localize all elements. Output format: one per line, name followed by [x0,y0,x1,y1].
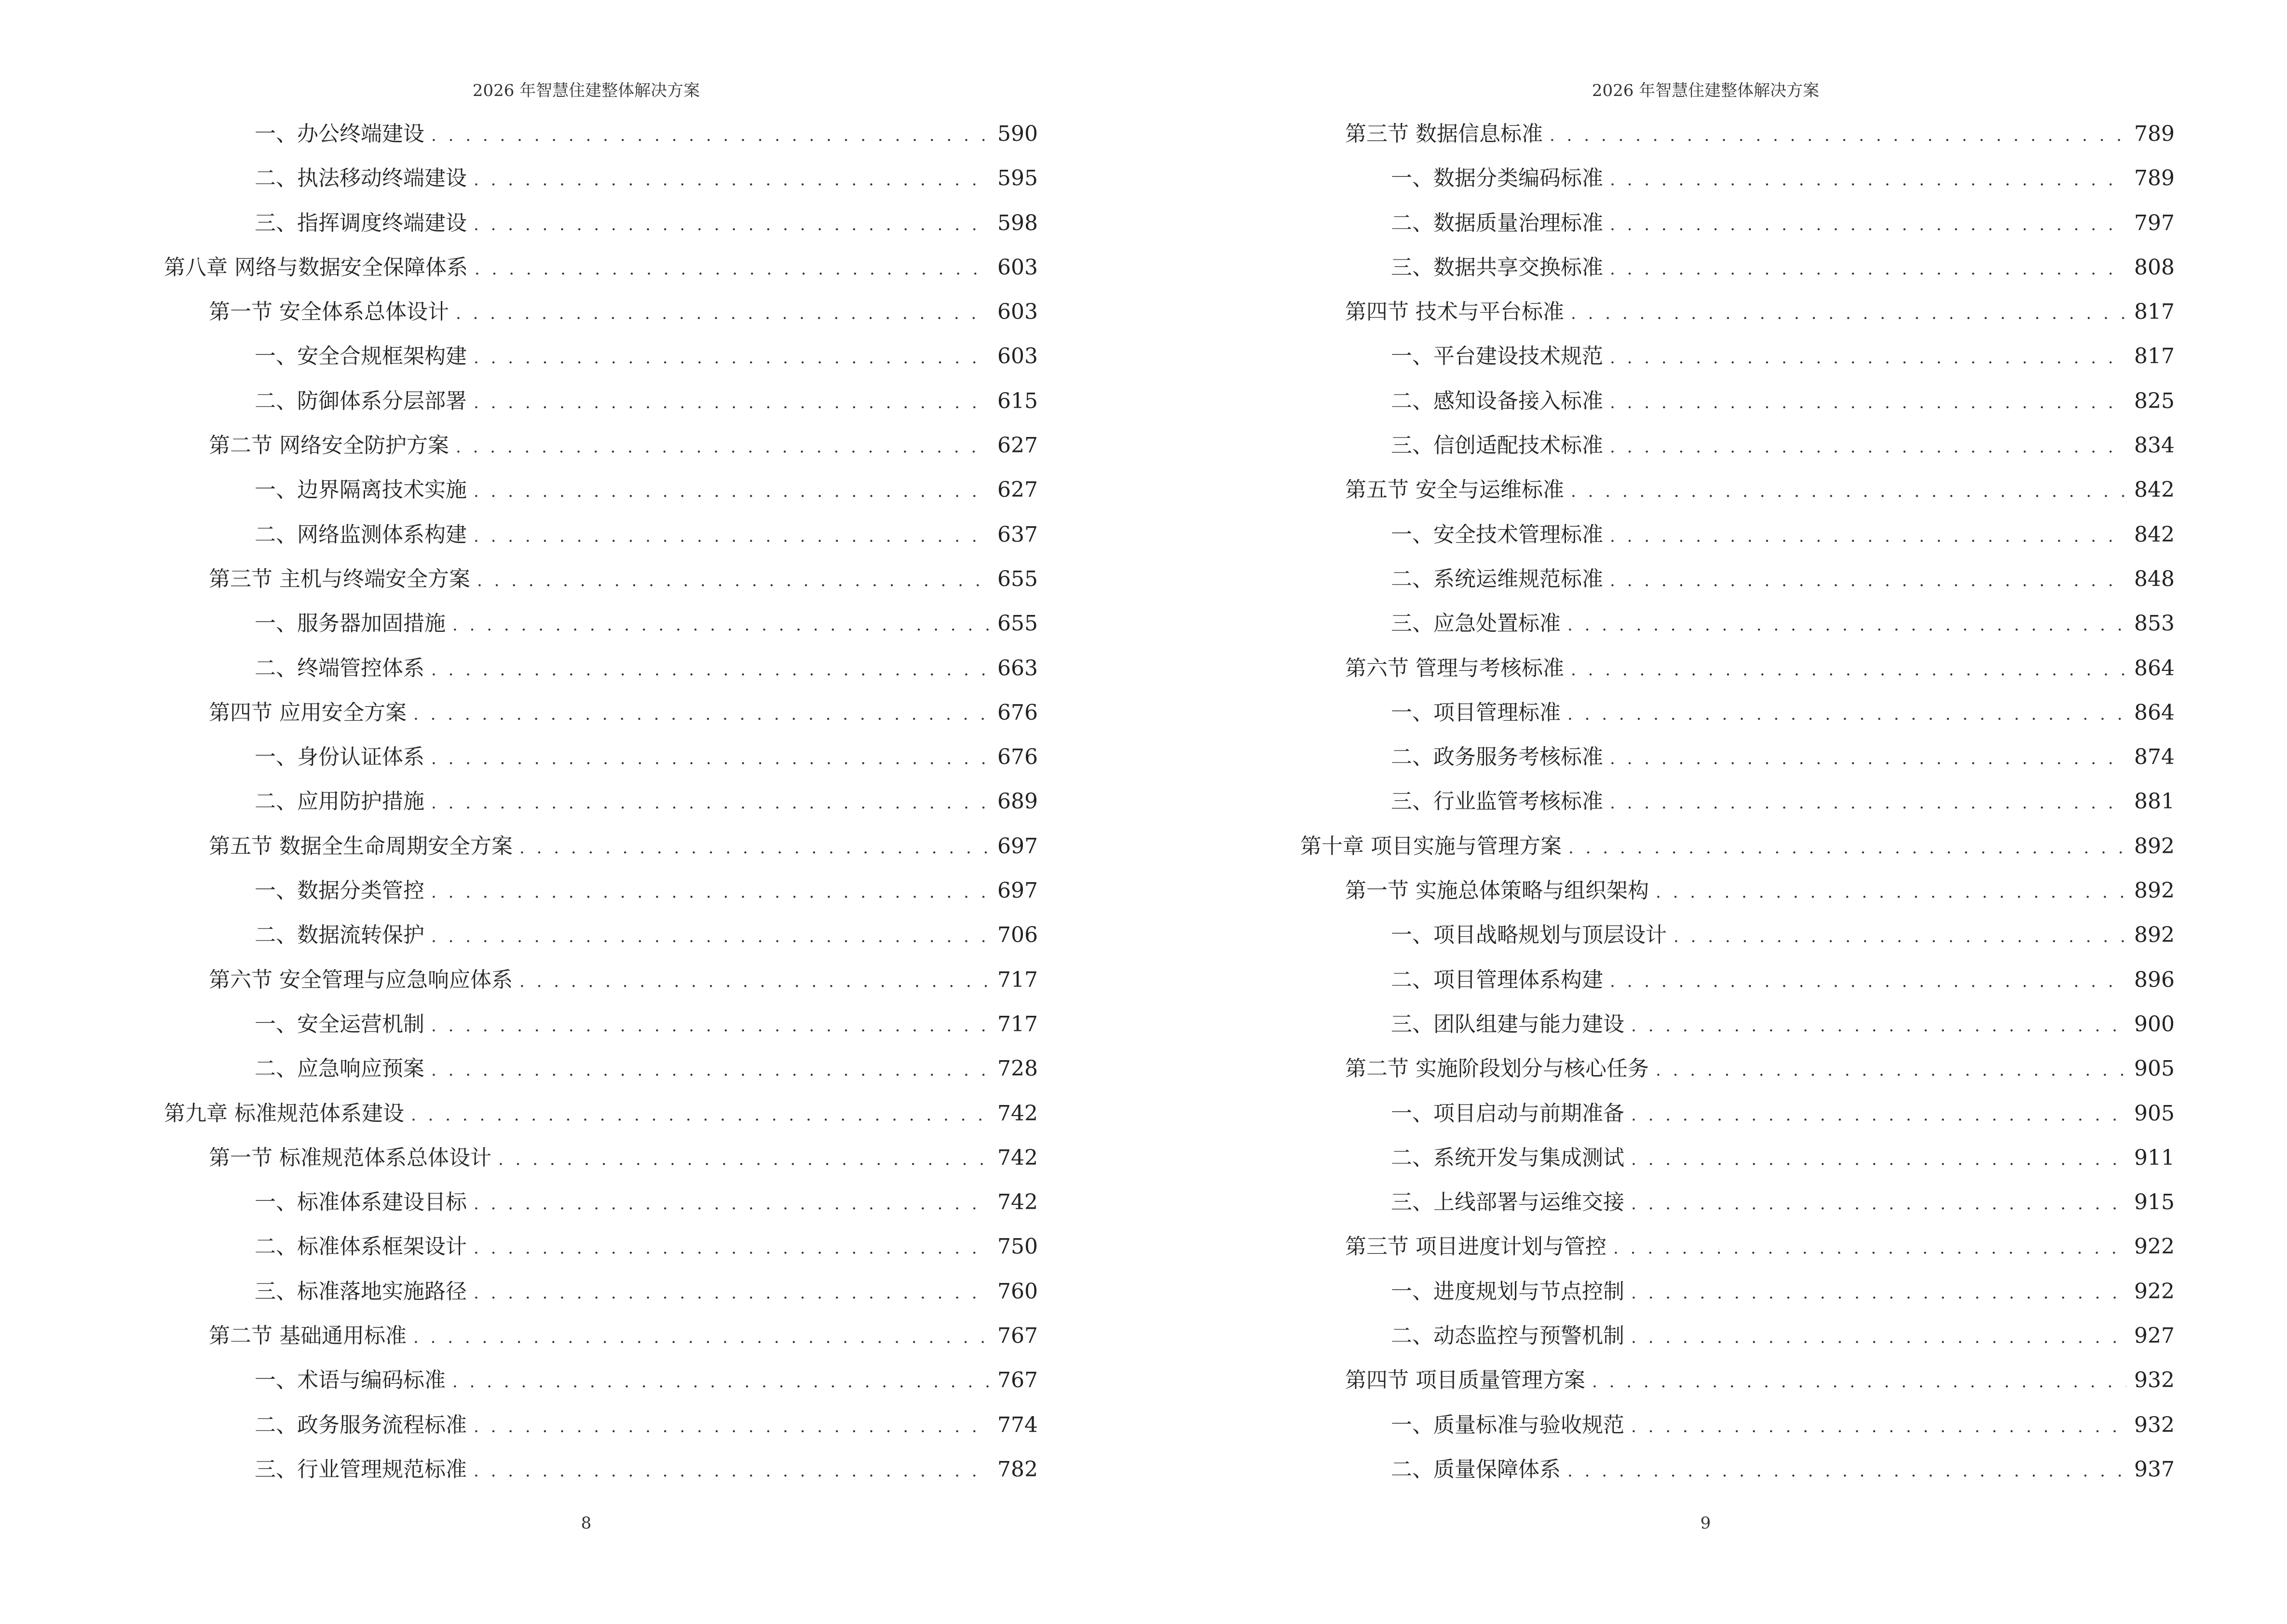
toc-entry-title: 二、政务服务考核标准 [1391,745,1603,770]
toc-entry-page: 742 [997,1190,1038,1215]
toc-entry-page: 728 [997,1056,1038,1081]
toc-entry-title: 第六节 安全管理与应急响应体系 [209,967,513,992]
dot-leader [411,1101,990,1130]
page-number: 9 [1700,1514,1711,1533]
toc-entry-title: 一、质量标准与验收规范 [1391,1412,1624,1437]
toc-entry-title: 一、进度规划与节点控制 [1391,1279,1624,1304]
dot-leader [474,477,990,506]
dot-leader [456,433,990,462]
toc-entry[interactable] [1300,743,2175,787]
dot-leader [1631,1189,2126,1218]
toc-entry[interactable] [164,520,1038,565]
toc-entry[interactable] [1300,565,2175,609]
toc-entry-page: 892 [2134,878,2175,903]
toc-entry-page: 742 [997,1101,1038,1126]
dot-leader [1567,1457,2126,1486]
toc-entry[interactable] [164,876,1038,921]
toc-entry-title: 二、系统运维规范标准 [1391,566,1603,591]
toc-entry[interactable] [1300,1411,2175,1455]
toc-entry[interactable] [164,921,1038,965]
toc-entry[interactable] [1300,787,2175,832]
toc-entry-title: 第四节 技术与平台标准 [1345,300,1564,325]
toc-entry[interactable] [1300,120,2175,164]
toc-entry-title: 一、术语与编码标准 [255,1368,446,1393]
toc-entry-page: 842 [2134,522,2175,547]
toc-entry[interactable] [164,1188,1038,1232]
dot-leader [1610,343,2126,372]
toc-entry-page: 911 [2134,1145,2175,1170]
toc-entry-page: 767 [997,1324,1038,1349]
toc-entry-page: 663 [997,655,1038,681]
dot-leader [1610,967,2126,996]
toc-entry-title: 第四节 应用安全方案 [209,700,407,725]
toc-entry[interactable] [164,966,1038,1010]
toc-entry-title: 二、动态监控与预警机制 [1391,1324,1624,1349]
toc-entry-page: 750 [997,1234,1038,1259]
dot-leader [431,655,990,684]
toc-entry-page: 864 [2134,655,2175,681]
toc-entry-title: 第六节 管理与考核标准 [1345,655,1564,681]
toc-entry-title: 第二节 网络安全防护方案 [209,433,449,458]
toc-entry-page: 603 [997,344,1038,369]
toc-entry[interactable] [164,1144,1038,1188]
dot-leader [1610,522,2126,551]
toc-entry-title: 三、信创适配技术标准 [1391,433,1603,458]
dot-leader [1592,1367,2126,1396]
dot-leader [474,343,990,372]
dot-leader [474,388,990,417]
dot-leader [474,1457,990,1486]
toc-entry-page: 874 [2134,745,2175,770]
toc-entry-title: 第八章 网络与数据安全保障体系 [164,255,468,280]
dot-leader [1610,255,2126,284]
toc-entry-title: 一、安全运营机制 [255,1011,424,1037]
dot-leader [1631,1145,2126,1174]
dot-leader [1571,477,2126,506]
toc-entry-page: 892 [2134,923,2175,948]
toc-entry-title: 第三节 主机与终端安全方案 [209,566,470,591]
dot-leader [431,121,990,150]
toc-entry-title: 二、数据流转保护 [255,923,424,948]
toc-entry-page: 717 [997,967,1038,992]
toc-entry[interactable] [164,654,1038,698]
toc-entry[interactable] [1300,1322,2175,1366]
toc-entry-page: 864 [2134,700,2175,725]
toc-entry-title: 一、安全合规框架构建 [255,344,467,369]
toc-entry[interactable] [1300,253,2175,298]
toc-entry[interactable] [1300,609,2175,654]
toc-entry[interactable] [164,209,1038,253]
dot-leader [431,878,990,907]
toc-entry[interactable] [164,698,1038,743]
toc-entry-page: 853 [2134,611,2175,636]
toc-entry[interactable] [164,1099,1038,1144]
toc-entry[interactable] [1300,387,2175,431]
toc-entry[interactable] [164,565,1038,609]
toc-entry-page: 900 [2134,1011,2175,1037]
toc-entry-page: 905 [2134,1056,2175,1081]
toc-entry[interactable] [1300,164,2175,208]
toc-entry[interactable] [164,609,1038,654]
toc-entry-title: 一、项目启动与前期准备 [1391,1101,1624,1126]
toc-entry[interactable] [164,476,1038,520]
toc-entry-title: 二、网络监测体系构建 [255,522,467,547]
dot-leader [431,744,990,773]
dot-leader [413,700,990,729]
dot-leader [1610,388,2126,417]
toc-entry[interactable] [1300,921,2175,965]
dot-leader [1656,1056,2126,1085]
toc-entry-page: 760 [997,1279,1038,1304]
toc-entry[interactable] [1300,966,2175,1010]
toc-entry-title: 第二节 实施阶段划分与核心任务 [1345,1056,1649,1081]
toc-entry-title: 二、系统开发与集成测试 [1391,1145,1624,1170]
dot-leader [413,1323,990,1352]
toc-entry[interactable] [1300,209,2175,253]
toc-entry[interactable] [1300,1144,2175,1188]
toc-entry[interactable] [1300,1366,2175,1410]
toc-entry-title: 第一节 标准规范体系总体设计 [209,1145,491,1170]
dot-leader [474,522,990,551]
dot-leader [1550,121,2126,150]
toc-entry-page: 615 [997,388,1038,413]
toc-entry-page: 590 [997,122,1038,146]
dot-leader [1631,1412,2126,1441]
dot-leader [452,611,990,640]
dot-leader [1631,1101,2126,1130]
toc-entry[interactable] [164,120,1038,164]
toc-entry[interactable] [164,1411,1038,1455]
toc-entry-title: 三、上线部署与运维交接 [1391,1190,1624,1215]
dot-leader [1571,299,2126,328]
toc-entry[interactable] [164,298,1038,342]
page-header: 2026 年智慧住建整体解决方案 [1592,81,1820,100]
toc-entry-page: 627 [997,433,1038,458]
dot-leader [1567,611,2126,640]
toc-entry-page: 742 [997,1145,1038,1170]
toc-entry-title: 一、边界隔离技术实施 [255,478,467,503]
toc-entry-page: 927 [2134,1324,2175,1349]
toc-entry-title: 第三节 数据信息标准 [1345,122,1543,146]
toc-entry-title: 一、身份认证体系 [255,745,424,770]
toc-entry-title: 二、感知设备接入标准 [1391,388,1603,413]
dot-leader [1613,1234,2126,1263]
toc-entry-title: 二、应急响应预案 [255,1056,424,1081]
toc-entry-title: 二、数据质量治理标准 [1391,210,1603,235]
toc-entry-title: 三、行业监管考核标准 [1391,789,1603,814]
toc-entry-title: 第九章 标准规范体系建设 [164,1101,404,1126]
dot-leader [1571,655,2126,684]
dot-leader [498,1145,990,1174]
toc-entry-page: 676 [997,700,1038,725]
toc-entry-page: 825 [2134,388,2175,413]
toc-entry-title: 二、终端管控体系 [255,655,424,681]
toc-entry-title: 第一节 安全体系总体设计 [209,300,449,325]
toc-entry-page: 905 [2134,1101,2175,1126]
dot-leader [477,566,990,595]
toc-entry-title: 一、数据分类编码标准 [1391,166,1603,191]
toc-entry-page: 655 [997,566,1038,591]
toc-entry-page: 937 [2134,1457,2175,1482]
toc-entry[interactable] [1300,832,2175,876]
toc-entry-page: 817 [2134,300,2175,325]
toc-entry-title: 第三节 项目进度计划与管控 [1345,1234,1606,1259]
toc-entry[interactable] [164,832,1038,876]
toc-entry-page: 808 [2134,255,2175,280]
toc-entry-page: 842 [2134,478,2175,503]
toc-entry-page: 789 [2134,166,2175,191]
dot-leader [474,210,990,239]
toc-entry-title: 第十章 项目实施与管理方案 [1300,833,1562,859]
toc-entry-page: 598 [997,210,1038,235]
toc-entry-page: 689 [997,789,1038,814]
toc-entry[interactable] [1300,431,2175,476]
toc-entry[interactable] [1300,698,2175,743]
toc-entry-title: 三、标准落地实施路径 [255,1279,467,1304]
toc-entry-title: 一、标准体系建设目标 [255,1190,467,1215]
toc-entry-page: 595 [997,166,1038,191]
toc-entry-title: 第四节 项目质量管理方案 [1345,1368,1585,1393]
toc-entry-page: 817 [2134,344,2175,369]
toc-entry-title: 二、执法移动终端建设 [255,166,467,191]
dot-leader [431,922,990,951]
toc-entry[interactable] [164,1232,1038,1277]
dot-leader [1567,700,2126,729]
toc-entry-page: 922 [2134,1234,2175,1259]
dot-leader [1610,744,2126,773]
toc-entry-title: 二、政务服务流程标准 [255,1412,467,1437]
page-number: 8 [581,1514,592,1533]
dot-leader [474,165,990,194]
toc-entry-title: 第五节 安全与运维标准 [1345,478,1564,503]
toc-entry-page: 932 [2134,1412,2175,1437]
toc-entry-title: 第二节 基础通用标准 [209,1324,407,1349]
toc-entry[interactable] [1300,1010,2175,1054]
toc-entry-page: 782 [997,1457,1038,1482]
toc-entry-title: 一、服务器加固措施 [255,611,446,636]
toc-entry[interactable] [164,1054,1038,1099]
toc-entry-page: 697 [997,833,1038,859]
toc-entry-title: 第一节 实施总体策略与组织架构 [1345,878,1649,903]
toc-entry-title: 二、应用防护措施 [255,789,424,814]
toc-entry-title: 二、质量保障体系 [1391,1457,1561,1482]
toc-entry-page: 717 [997,1011,1038,1037]
dot-leader [1610,789,2126,818]
toc-entry-title: 二、标准体系框架设计 [255,1234,467,1259]
dot-leader [474,1189,990,1218]
toc-entry[interactable] [164,342,1038,386]
dot-leader [1610,165,2126,194]
page-header: 2026 年智慧住建整体解决方案 [472,81,700,100]
toc-entry-title: 三、数据共享交换标准 [1391,255,1603,280]
toc-entry-page: 774 [997,1412,1038,1437]
toc-entry[interactable] [1300,654,2175,698]
toc-entry-page: 892 [2134,833,2175,859]
table-of-contents [164,120,1038,1500]
dot-leader [474,1234,990,1263]
dot-leader [452,1367,990,1396]
dot-leader [456,299,990,328]
toc-entry-page: 637 [997,522,1038,547]
toc-entry[interactable] [1300,1277,2175,1322]
dot-leader [1610,210,2126,239]
toc-entry-page: 797 [2134,210,2175,235]
dot-leader [519,833,990,862]
toc-entry-title: 三、团队组建与能力建设 [1391,1011,1624,1037]
toc-entry-title: 一、项目战略规划与顶层设计 [1391,923,1667,948]
toc-entry-page: 655 [997,611,1038,636]
toc-entry-page: 603 [997,300,1038,325]
toc-entry[interactable] [164,787,1038,832]
toc-entry[interactable] [164,387,1038,431]
dot-leader [474,1279,990,1308]
toc-entry[interactable] [164,1010,1038,1054]
dot-leader [475,255,990,284]
toc-entry-title: 二、项目管理体系构建 [1391,967,1603,992]
toc-entry-title: 二、防御体系分层部署 [255,388,467,413]
toc-entry-page: 932 [2134,1368,2175,1393]
toc-entry[interactable] [1300,876,2175,921]
toc-entry[interactable] [164,431,1038,476]
table-of-contents [1300,120,2175,1500]
toc-entry-title: 第五节 数据全生命周期安全方案 [209,833,513,859]
toc-entry-title: 一、数据分类管控 [255,878,424,903]
dot-leader [474,1412,990,1441]
toc-entry[interactable] [164,1366,1038,1410]
dot-leader [431,1011,990,1040]
toc-entry[interactable] [1300,1188,2175,1232]
toc-entry[interactable] [164,164,1038,208]
toc-entry[interactable] [1300,520,2175,565]
dot-leader [1610,566,2126,595]
toc-entry-title: 一、项目管理标准 [1391,700,1561,725]
toc-entry-page: 915 [2134,1190,2175,1215]
toc-entry[interactable] [1300,1054,2175,1099]
toc-entry-page: 789 [2134,122,2175,146]
toc-entry[interactable] [1300,1099,2175,1144]
toc-entry-title: 三、指挥调度终端建设 [255,210,467,235]
toc-entry-page: 676 [997,745,1038,770]
dot-leader [1610,433,2126,462]
toc-entry-page: 848 [2134,566,2175,591]
toc-entry-title: 三、行业管理规范标准 [255,1457,467,1482]
toc-entry-page: 767 [997,1368,1038,1393]
toc-entry-title: 三、应急处置标准 [1391,611,1561,636]
dot-leader [1656,878,2126,907]
dot-leader [1674,922,2126,951]
dot-leader [519,967,990,996]
dot-leader [431,789,990,818]
dot-leader [1631,1011,2126,1040]
dot-leader [1631,1279,2126,1308]
dot-leader [1568,833,2126,862]
toc-entry-page: 603 [997,255,1038,280]
toc-entry-title: 一、办公终端建设 [255,122,424,146]
dot-leader [431,1056,990,1085]
toc-entry-title: 一、平台建设技术规范 [1391,344,1603,369]
toc-entry-page: 706 [997,923,1038,948]
toc-entry-page: 896 [2134,967,2175,992]
toc-entry[interactable] [1300,342,2175,386]
right-page [1144,0,2287,1624]
toc-entry[interactable] [1300,476,2175,520]
toc-entry[interactable] [164,743,1038,787]
toc-entry-page: 881 [2134,789,2175,814]
toc-entry[interactable] [164,1277,1038,1322]
toc-entry-page: 627 [997,478,1038,503]
toc-entry[interactable] [1300,1455,2175,1500]
dot-leader [1631,1323,2126,1352]
toc-entry[interactable] [1300,298,2175,342]
toc-entry[interactable] [164,253,1038,298]
toc-entry[interactable] [164,1322,1038,1366]
toc-entry-page: 922 [2134,1279,2175,1304]
toc-entry-title: 一、安全技术管理标准 [1391,522,1603,547]
toc-entry-page: 834 [2134,433,2175,458]
toc-entry[interactable] [1300,1232,2175,1277]
toc-entry[interactable] [164,1455,1038,1500]
toc-entry-page: 697 [997,878,1038,903]
